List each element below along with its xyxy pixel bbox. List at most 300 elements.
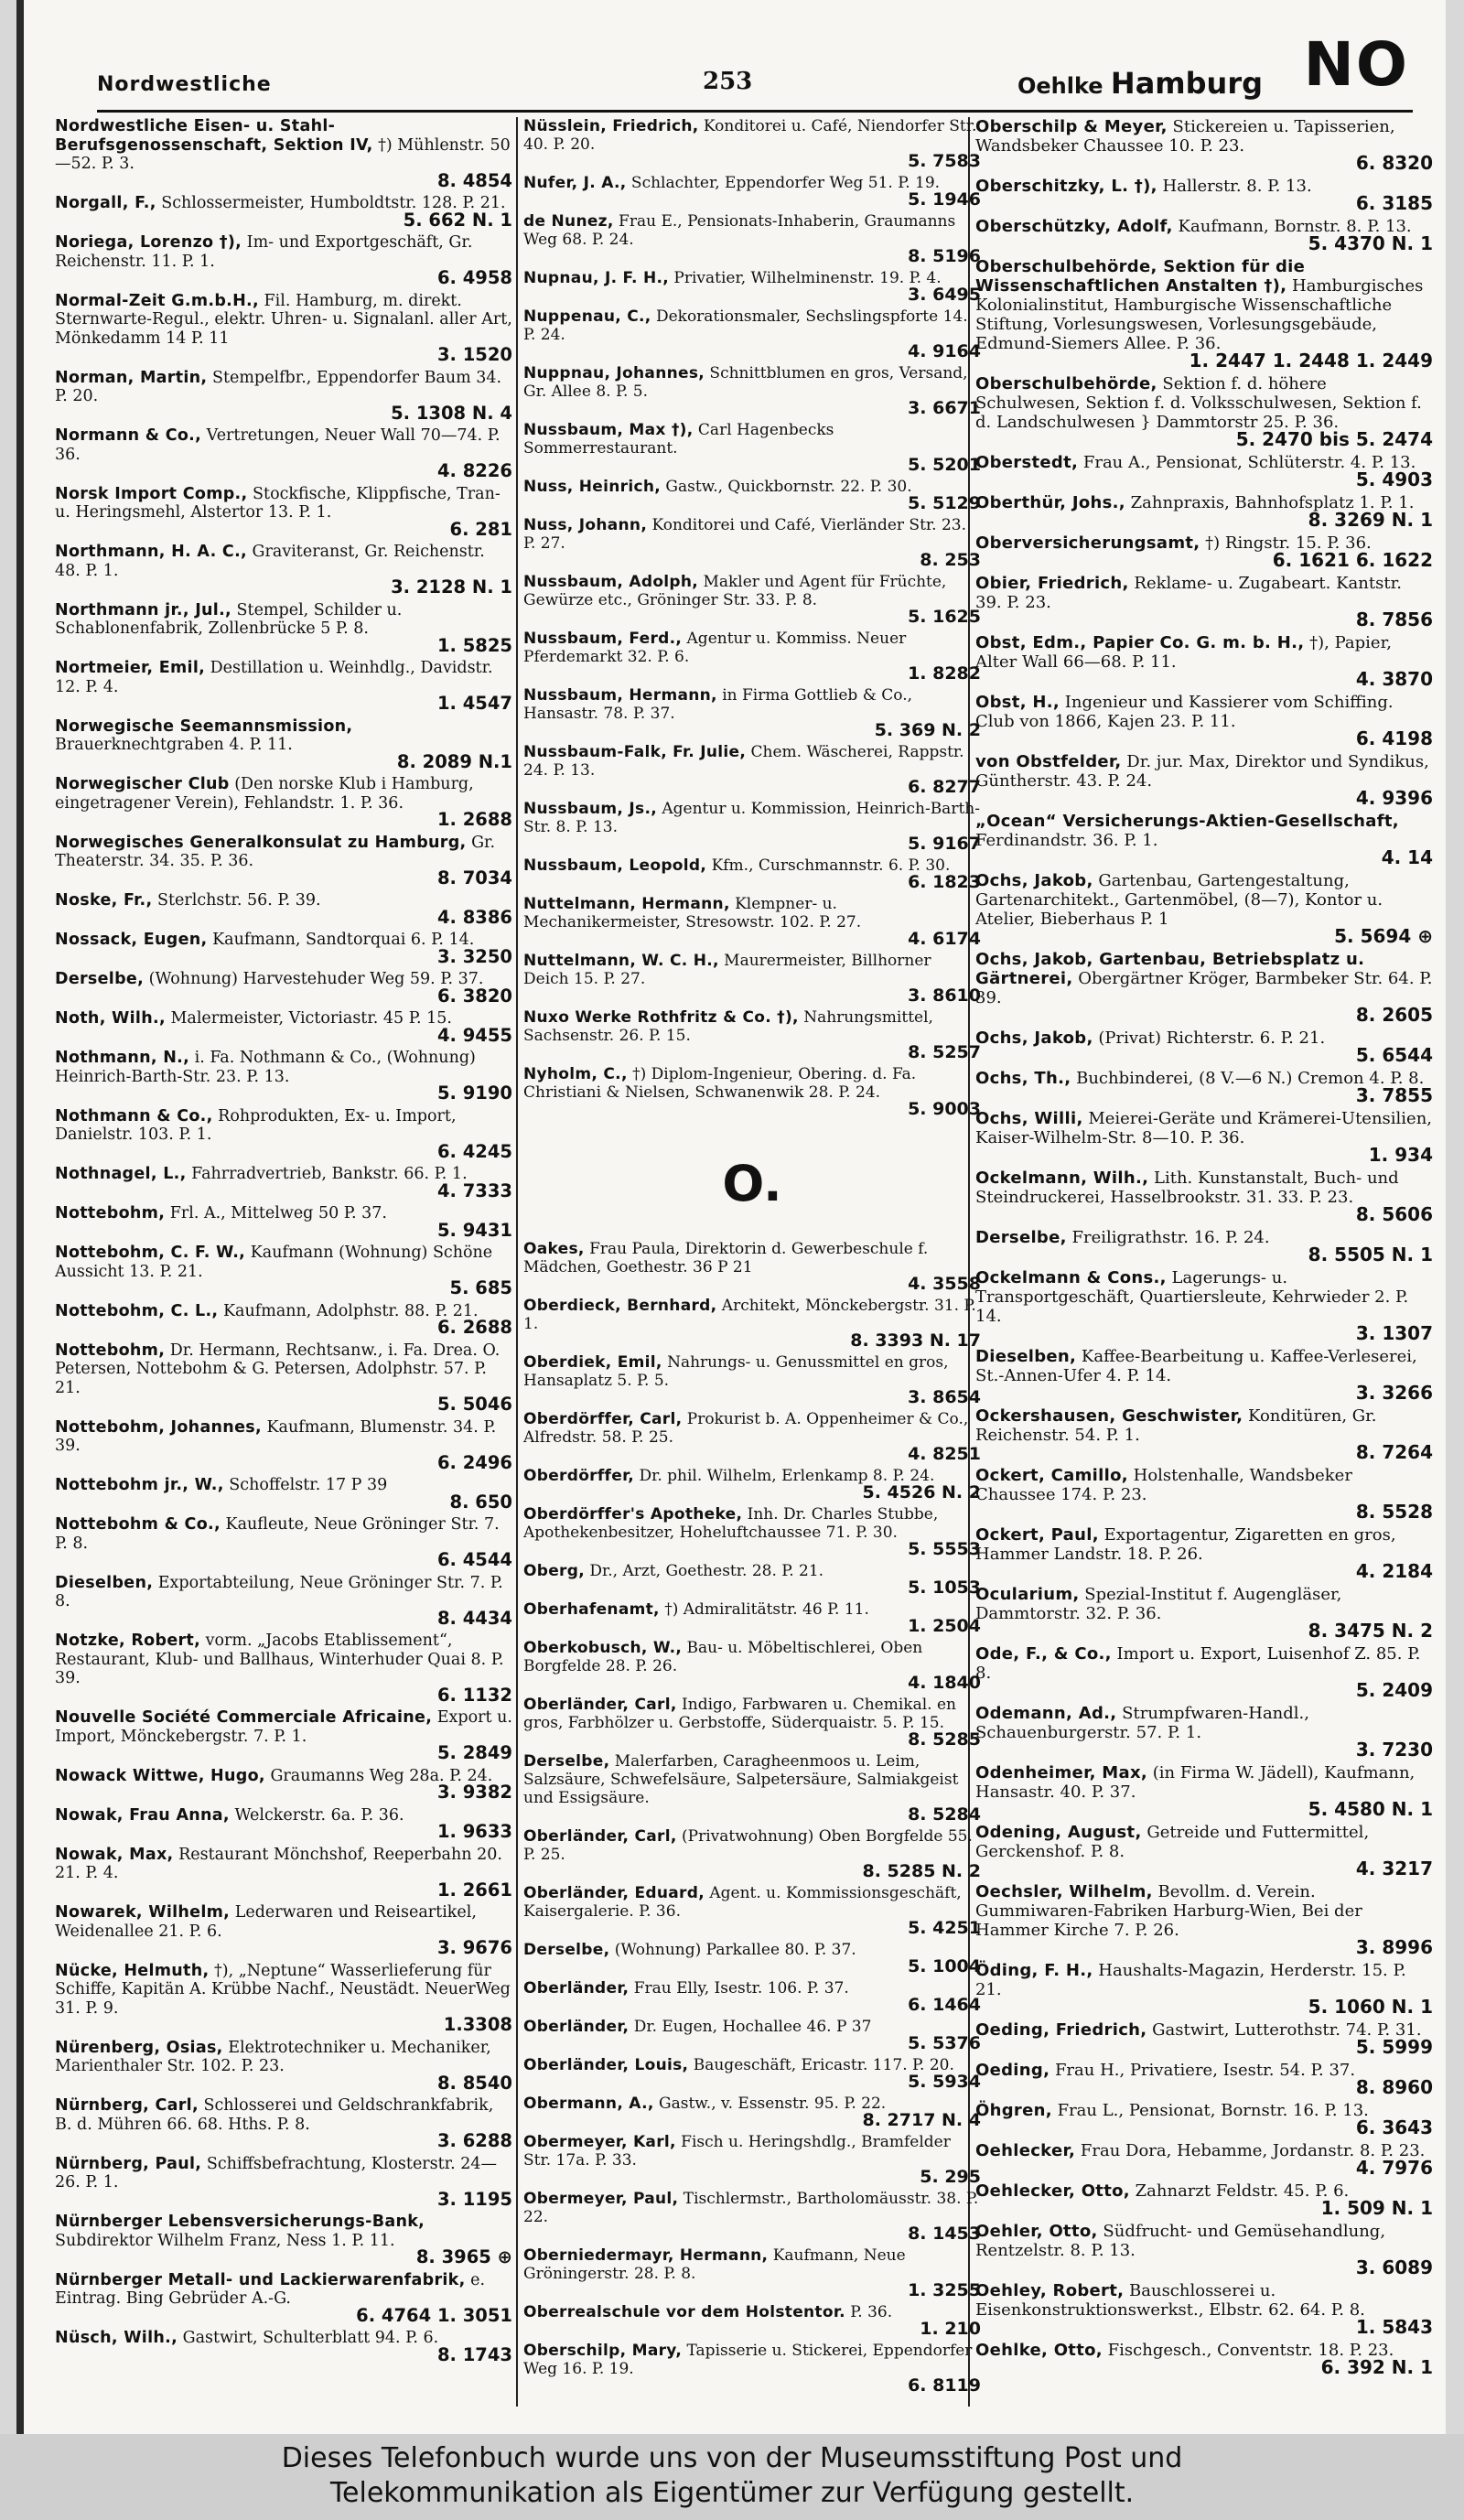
- entry-details: Privatier, Wilhelminenstr. 19. P. 4.: [673, 269, 942, 287]
- directory-entry: [975, 633, 1433, 689]
- entry-phone: 5. 4580 N. 1: [1308, 1798, 1433, 1820]
- entry-details: Zahnpraxis, Bahnhofsplatz 1. P. 1.: [1130, 493, 1415, 512]
- entry-details: Getreide und Futtermittel, Gerckenshof. P. 8.: [975, 1823, 1370, 1861]
- directory-entry: [55, 1009, 512, 1045]
- entry-details: Kaufmann, Adolphstr. 88. P. 21.: [222, 1301, 479, 1320]
- entry-name: Nothmann & Co.,: [55, 1106, 213, 1125]
- entry-name: Ocularium,: [975, 1585, 1080, 1604]
- directory-entry: [523, 1353, 981, 1406]
- directory-entry: [975, 1823, 1433, 1879]
- entry-details: Fisch u. Heringshdlg., Bramfelder Str. 17a. P. 33.: [523, 2133, 951, 2170]
- entry-phone: 3. 1307: [1355, 1322, 1433, 1344]
- directory-entry: [523, 1639, 981, 1692]
- entry-name: Ockert, Paul,: [975, 1525, 1099, 1545]
- directory-entry: [523, 1008, 981, 1061]
- entry-name: Nowak, Max,: [55, 1845, 174, 1864]
- directory-entry: [975, 453, 1433, 490]
- entry-name: Nussbaum, Hermann,: [523, 686, 717, 705]
- directory-entry: [975, 1882, 1433, 1957]
- entry-name: Oberversicherungsamt,: [975, 533, 1200, 553]
- directory-entry: [523, 1410, 981, 1463]
- directory-entry: [523, 212, 981, 265]
- entry-details: Konditorei und Café, Vierländer Str. 23. P. 27.: [523, 516, 967, 553]
- entry-phone: 5. 1946: [908, 189, 981, 210]
- directory-entry: [55, 1962, 512, 2035]
- letter-code: NO: [1303, 29, 1409, 100]
- entry-details: e. Eintrag. Bing Gebrüder A.-G.: [55, 2270, 486, 2308]
- entry-name: Derselbe,: [975, 1228, 1067, 1247]
- directory-entry: [523, 1941, 981, 1976]
- entry-details: Vertretungen, Neuer Wall 70—74. P. 36.: [55, 426, 501, 464]
- entry-name: Nüsslein, Friedrich,: [523, 117, 699, 135]
- entry-name: Oberstedt,: [975, 453, 1079, 472]
- entry-phone: 5. 4251: [908, 1918, 981, 1938]
- entry-details: (Privatwohnung) Oben Borgfelde 55. P. 25.: [523, 1827, 973, 1864]
- directory-entry: [975, 574, 1433, 630]
- entry-name: Nottebohm & Co.,: [55, 1515, 221, 1534]
- entry-details: Kaufmann, Sandtorquai 6. P. 14.: [212, 931, 475, 949]
- directory-entry: [55, 1107, 512, 1162]
- directory-entry: [55, 775, 512, 830]
- directory-entry: [55, 1846, 512, 1901]
- entry-details: Exportagentur, Zigaretten en gros, Hammer Landstr. 18. P. 26.: [975, 1525, 1396, 1564]
- entry-details: Gastw., Quickbornstr. 22. P. 30.: [665, 478, 912, 496]
- entry-phone: 4. 8251: [908, 1444, 981, 1464]
- directory-entry: [55, 1574, 512, 1629]
- entry-name: Obier, Friedrich,: [975, 574, 1129, 593]
- entry-name: Norsk Import Comp.,: [55, 484, 248, 503]
- entry-details: Dekorationsmaler, Sechslingspforte 14. P. 24.: [523, 307, 968, 344]
- directory-entry: [975, 1228, 1433, 1265]
- entry-phone: 8. 8540: [436, 2072, 512, 2094]
- entry-phone: 4. 8226: [436, 460, 512, 481]
- entry-phone: 3. 9382: [436, 1782, 512, 1803]
- entry-details: Dr., Arzt, Goethestr. 28. P. 21.: [589, 1562, 824, 1580]
- directory-entry: [523, 1467, 981, 1502]
- entry-phone: 5. 5201: [908, 455, 981, 475]
- directory-entry: [523, 2190, 981, 2243]
- entry-name: Nuppnau, Johannes,: [523, 364, 705, 382]
- entry-phone: 5. 9190: [436, 1082, 512, 1104]
- directory-entry: [523, 1600, 981, 1635]
- entry-phone: 6. 4198: [1355, 727, 1433, 749]
- entry-details: †), Papier, Alter Wall 66—68. P. 11.: [975, 633, 1392, 672]
- directory-entry: [975, 1644, 1433, 1700]
- entry-name: Ode, F., & Co.,: [975, 1644, 1112, 1664]
- entry-phone: 6. 3820: [436, 985, 512, 1007]
- column-divider: [516, 117, 518, 2407]
- entry-phone: 8. 5285 N. 2: [862, 1861, 981, 1881]
- entry-name: Nussbaum, Ferd.,: [523, 630, 683, 648]
- entry-name: Obermann, A.,: [523, 2095, 654, 2113]
- entry-details: Frau Elly, Isestr. 106. P. 37.: [633, 1979, 849, 1998]
- entry-phone: 6. 1823: [908, 872, 981, 892]
- entry-details: Frau Dora, Hebamme, Jordanstr. 8. P. 23.: [1080, 2141, 1426, 2160]
- entry-name: Nordwestliche Eisen- u. Stahl-Berufsgenossenschaft, Sektion IV,: [55, 117, 373, 155]
- directory-entry: [523, 307, 981, 361]
- entry-details: Lagerungs- u. Transportgeschäft, Quartiersleute, Kehrwieder 2. P. 14.: [975, 1268, 1409, 1326]
- entry-name: Oeding,: [975, 2061, 1050, 2080]
- entry-phone: 6. 4544: [436, 1549, 512, 1570]
- directory-entry: [975, 1406, 1433, 1462]
- entry-details: Export u. Import, Mönckebergstr. 7. P. 1.: [55, 1708, 512, 1746]
- entry-phone: 3. 1520: [436, 344, 512, 365]
- directory-entry: [523, 2133, 981, 2186]
- entry-name: Oberschitzky, L. †),: [975, 177, 1157, 196]
- directory-entry: [523, 1240, 981, 1293]
- entry-details: Rohprodukten, Ex- u. Import, Danielstr. 103. P. 1.: [55, 1106, 457, 1144]
- entry-name: Nussbaum-Falk, Fr. Julie,: [523, 743, 747, 761]
- directory-entry: [523, 117, 981, 170]
- directory-entry: [523, 573, 981, 626]
- entry-details: Agentur u. Kommiss. Neuer Pferdemarkt 32. P. 6.: [523, 630, 907, 666]
- entry-details: †), „Neptune“ Wasserlieferung für Schiffe, Kapitän A. Krübbe Nachf., Neustädt. NeuerWeg 31. P. 9.: [55, 1961, 511, 2018]
- entry-details: Frau L., Pensionat, Bornstr. 16. P. 13.: [1057, 2101, 1369, 2120]
- directory-entry: [523, 2095, 981, 2129]
- entry-details: Malerfarben, Caragheenmoos u. Leim, Salzsäure, Schwefelsäure, Salpetersäure, Salmiakgeist und Essigsäure.: [523, 1752, 959, 1807]
- directory-entry: [523, 1065, 981, 1118]
- directory-entry: [523, 2056, 981, 2091]
- directory-entry: [55, 1708, 512, 1763]
- entry-phone: 1.3308: [443, 2014, 512, 2035]
- entry-name: Oberthür, Johs.,: [975, 493, 1125, 512]
- entry-name: Oberländer,: [523, 1979, 630, 1998]
- entry-details: Dr. jur. Max, Direktor und Syndikus, Güntherstr. 43. P. 24.: [975, 752, 1429, 791]
- entry-name: „Ocean“ Versicherungs-Aktien-Gesellschaft,: [975, 812, 1399, 831]
- entry-name: Nottebohm,: [55, 1204, 166, 1222]
- entry-phone: 6. 8320: [1355, 152, 1433, 174]
- entry-details: Dr. phil. Wilhelm, Erlenkamp 8. P. 24.: [639, 1467, 935, 1485]
- entry-name: Oberschilp, Mary,: [523, 2342, 683, 2360]
- entry-details: Dr. Hermann, Rechtsanw., i. Fa. Drea. O. Petersen, Nottebohm & G. Petersen, Adolphstr. 57. P. 21.: [55, 1341, 501, 1397]
- entry-phone: 8. 2605: [1355, 1004, 1433, 1026]
- entry-name: Northmann, H. A. C.,: [55, 543, 247, 561]
- entry-details: Makler und Agent für Früchte, Gewürze etc., Gröninger Str. 33. P. 8.: [523, 573, 947, 609]
- entry-phone: 1. 4547: [436, 693, 512, 714]
- entry-details: Fahrradvertrieb, Bankstr. 66. P. 1.: [191, 1165, 468, 1183]
- entry-name: Nowack Wittwe, Hugo,: [55, 1766, 265, 1785]
- entry-phone: 8. 5196: [908, 246, 981, 266]
- entry-phone: 6. 4958: [436, 267, 512, 288]
- entry-phone: 5. 2470 bis 5. 2474: [1235, 428, 1433, 450]
- entry-phone: 3. 6089: [1355, 2256, 1433, 2278]
- entry-name: Nüsch, Wilh.,: [55, 2329, 178, 2347]
- entry-phone: 6. 1132: [436, 1684, 512, 1706]
- entry-name: Oberrealschule vor dem Holstentor.: [523, 2303, 845, 2321]
- entry-name: Odemann, Ad.,: [975, 1704, 1117, 1723]
- entry-name: Nortmeier, Emil,: [55, 659, 206, 677]
- entry-name: Oberländer, Carl,: [523, 1827, 677, 1846]
- directory-entry: [55, 1515, 512, 1570]
- entry-name: Öhgren,: [975, 2101, 1052, 2120]
- directory-entry: [55, 970, 512, 1006]
- entry-phone: 8. 8960: [1355, 2076, 1433, 2098]
- entry-phone: 8. 5285: [908, 1729, 981, 1750]
- directory-entry: [55, 2039, 512, 2094]
- entry-details: Baugeschäft, Ericastr. 117. P. 20.: [693, 2056, 954, 2074]
- entry-name: Obermeyer, Paul,: [523, 2190, 679, 2208]
- entry-phone: 3. 6671: [908, 398, 981, 418]
- directory-entry: [523, 2246, 981, 2299]
- entry-phone: 5. 9167: [908, 834, 981, 854]
- entry-phone: 5. 5553: [908, 1539, 981, 1559]
- footer-note: [0, 2434, 1464, 2520]
- entry-phone: 1. 2504: [908, 1616, 981, 1636]
- entry-phone: 6. 1621 6. 1622: [1272, 549, 1433, 571]
- entry-phone: 3. 3250: [436, 945, 512, 967]
- directory-entry: [55, 543, 512, 598]
- entry-details: Prokurist b. A. Oppenheimer & Co., Alfredstr. 58. P. 25.: [523, 1410, 969, 1447]
- entry-details: Lederwaren und Reiseartikel, Weidenallee 21. P. 6.: [55, 1903, 477, 1941]
- entry-name: Ochs, Th.,: [975, 1069, 1071, 1088]
- directory-entry: [55, 233, 512, 288]
- entry-details: †) Admiralitätstr. 46 P. 11.: [664, 1600, 869, 1619]
- directory-entry: [523, 630, 981, 683]
- entry-name: Öding, F. H.,: [975, 1961, 1093, 1980]
- entry-name: Odenheimer, Max,: [975, 1763, 1148, 1782]
- entry-details: Stempel, Schilder u. Schablonenfabrik, Zollenbrücke 5 P. 8.: [55, 600, 403, 638]
- entry-phone: 8. 1453: [908, 2224, 981, 2244]
- entry-name: Derselbe,: [523, 1941, 610, 1959]
- entry-name: Nussbaum, Js.,: [523, 800, 657, 818]
- entry-details: Destillation u. Weinhdlg., Davidstr. 12. P. 4.: [55, 659, 493, 696]
- entry-details: Kaufmann (Wohnung) Schöne Aussicht 13. P. 21.: [55, 1244, 493, 1281]
- entry-details: Schlosserei und Geldschrankfabrik, B. d. Mühren 66. 68. Hths. P. 8.: [55, 2096, 494, 2134]
- directory-entry: [975, 1466, 1433, 1522]
- entry-phone: 8. 650: [449, 1491, 512, 1513]
- directory-entry: [55, 891, 512, 927]
- entry-name: Obermeyer, Karl,: [523, 2133, 676, 2151]
- entry-details: Schnittblumen en gros, Versand, Gr. Allee 8. P. 5.: [523, 364, 968, 401]
- directory-entry: [55, 659, 512, 714]
- entry-phone: 1. 509 N. 1: [1320, 2197, 1433, 2219]
- directory-entry: [975, 693, 1433, 748]
- entry-details: Schiffsbefrachtung, Klosterstr. 24—26. P. 1.: [55, 2154, 498, 2192]
- directory-entry: [975, 1168, 1433, 1224]
- entry-details: (Wohnung) Parkallee 80. P. 37.: [614, 1941, 856, 1959]
- entry-name: Oberdörffer's Apotheke,: [523, 1505, 743, 1524]
- entry-name: Oberdieck, Bernhard,: [523, 1297, 717, 1315]
- entry-details: (in Firma W. Jädell), Kaufmann, Hansastr. 40. P. 37.: [975, 1763, 1416, 1802]
- directory-entry: [523, 421, 981, 474]
- entry-details: Welckerstr. 6a. P. 36.: [234, 1805, 404, 1825]
- directory-entry: [975, 2141, 1433, 2178]
- entry-details: Elektrotechniker u. Mechaniker, Marienthaler Str. 102. P. 23.: [55, 2038, 491, 2075]
- directory-entry: [975, 1525, 1433, 1581]
- entry-phone: 3. 8996: [1355, 1936, 1433, 1958]
- section-letter: O.: [722, 1155, 782, 1212]
- entry-details: Import u. Export, Luisenhof Z. 85. P. 8.: [975, 1644, 1421, 1683]
- entry-name: Oberkobusch, W.,: [523, 1639, 683, 1657]
- directory-entry: [55, 1418, 512, 1473]
- entry-details: Frau H., Privatiere, Isestr. 54. P. 37.: [1054, 2061, 1356, 2080]
- entry-phone: 5. 369 N. 2: [874, 720, 981, 740]
- entry-name: Oberdiek, Emil,: [523, 1353, 662, 1372]
- directory-entry: [55, 117, 512, 190]
- entry-details: in Firma Gottlieb & Co., Hansastr. 78. P. 37.: [523, 686, 912, 723]
- entry-name: Derselbe,: [523, 1752, 610, 1771]
- footer-line-2: Telekommunikation als Eigentümer zur Verfügung gestellt.: [329, 2477, 1135, 2509]
- directory-entry: [55, 2329, 512, 2364]
- entry-phone: 5. 685: [449, 1277, 512, 1298]
- entry-details: Kaffee-Bearbeitung u. Kaffee-Verleserei, St.-Annen-Ufer 4. P. 14.: [975, 1347, 1417, 1385]
- entry-phone: 1. 2688: [436, 809, 512, 830]
- entry-phone: 8. 5606: [1355, 1203, 1433, 1225]
- entry-details: Fischgesch., Conventstr. 18. P. 23.: [1107, 2341, 1394, 2360]
- entry-phone: 1. 210: [920, 2319, 981, 2339]
- entry-details: Reklame- u. Zugabeart. Kantstr. 39. P. 23.: [975, 574, 1402, 612]
- directory-entry: [975, 493, 1433, 530]
- entry-details: Konditorei u. Café, Niendorfer Str. 40. P. 20.: [523, 117, 977, 154]
- entry-name: Nürnberger Lebensversicherungs-Bank,: [55, 2213, 425, 2231]
- directory-entry: [975, 374, 1433, 449]
- entry-details: Stempelfbr., Eppendorfer Baum 34. P. 20.: [55, 368, 502, 405]
- entry-details: Holstenhalle, Wandsbeker Chaussee 174. P. 23.: [975, 1466, 1352, 1504]
- entry-phone: 6. 4245: [436, 1140, 512, 1162]
- entry-name: Norgall, F.,: [55, 194, 156, 212]
- entry-name: Norwegischer Club: [55, 775, 230, 793]
- entry-details: Fil. Hamburg, m. direkt. Sternwarte-Regul., elektr. Uhren- u. Signalanl. aller Art, Mönkedamm 14 P. 11: [55, 291, 512, 348]
- entry-details: Tischlermstr., Bartholomäusstr. 38. P. 22.: [523, 2190, 979, 2226]
- entry-phone: 6. 2688: [436, 1317, 512, 1338]
- entry-phone: 8. 2089 N.1: [396, 750, 512, 772]
- directory-entry: [975, 117, 1433, 173]
- entry-phone: 5. 6544: [1355, 1044, 1433, 1066]
- entry-phone: 6. 3643: [1355, 2116, 1433, 2138]
- entry-phone: 5. 9003: [908, 1099, 981, 1119]
- entry-details: Gastw., v. Essenstr. 95. P. 22.: [659, 2095, 887, 2113]
- entry-details: Graumanns Weg 28a. P. 24.: [270, 1766, 493, 1785]
- entry-details: Zahnarzt Feldstr. 45. P. 6.: [1135, 2181, 1350, 2201]
- entry-phone: 1. 5843: [1355, 2316, 1433, 2338]
- entry-details: Agent. u. Kommissionsgeschäft, Kaisergalerie. P. 36.: [523, 1884, 962, 1921]
- entry-phone: 8. 5505 N. 1: [1308, 1244, 1433, 1265]
- entry-details: Subdirektor Wilhelm Franz, Ness 1. P. 11.: [55, 2231, 395, 2250]
- entry-phone: 8. 253: [920, 550, 981, 570]
- entry-details: Gastwirt, Lutterothstr. 74. P. 31.: [1152, 2020, 1422, 2040]
- directory-entry: [523, 2018, 981, 2052]
- entry-name: Northmann jr., Jul.,: [55, 600, 231, 619]
- entry-phone: 3. 8654: [908, 1387, 981, 1407]
- directory-entry: [55, 194, 512, 230]
- entry-phone: 8. 7856: [1355, 608, 1433, 630]
- directory-entry: [523, 2342, 981, 2395]
- entry-details: †) Ringstr. 15. P. 36.: [1205, 533, 1372, 553]
- entry-phone: 4. 3870: [1355, 668, 1433, 690]
- directory-entry: [55, 1165, 512, 1201]
- directory-entry: [975, 2281, 1433, 2337]
- entry-details: (Wohnung) Harvestehuder Weg 59. P. 37.: [148, 970, 484, 988]
- entry-name: Nürenberg, Osias,: [55, 2038, 223, 2057]
- entry-name: Oberniedermayr, Hermann,: [523, 2246, 769, 2265]
- entry-name: de Nunez,: [523, 212, 614, 231]
- entry-details: (Den norske Klub i Hamburg, eingetragener Verein), Fehlandstr. 1. P. 36.: [55, 775, 474, 813]
- directory-entry: [55, 1204, 512, 1240]
- entry-phone: 5. 5376: [908, 2033, 981, 2053]
- entry-phone: 5. 9431: [436, 1219, 512, 1241]
- entry-name: Oberländer,: [523, 2018, 630, 2036]
- directory-entry: [975, 533, 1433, 570]
- directory-entry: [55, 1632, 512, 1705]
- directory-entry: [55, 1341, 512, 1415]
- directory-entry: [55, 1244, 512, 1298]
- entry-phone: 5. 5934: [908, 2072, 981, 2092]
- entry-phone: 5. 295: [920, 2167, 981, 2187]
- directory-entry: [523, 1297, 981, 1350]
- entry-name: Nottebohm jr., W.,: [55, 1476, 224, 1494]
- entry-name: Ochs, Jakob,: [975, 871, 1093, 890]
- directory-entry: [55, 717, 512, 772]
- directory-entry: [975, 1763, 1433, 1819]
- entry-details: Klempner- u. Mechanikermeister, Stresowstr. 102. P. 27.: [523, 895, 862, 932]
- directory-entry: [975, 812, 1433, 867]
- entry-name: Oechsler, Wilhelm,: [975, 1882, 1153, 1901]
- entry-phone: 5. 2849: [436, 1742, 512, 1763]
- entry-name: Oberschulbehörde,: [975, 374, 1157, 393]
- entry-name: Ockelmann, Wilh.,: [975, 1168, 1149, 1188]
- entry-details: Dr. Eugen, Hochallee 46. P 37: [633, 2018, 872, 2036]
- entry-details: Carl Hagenbecks Sommerrestaurant.: [523, 421, 834, 458]
- directory-entry: [523, 952, 981, 1005]
- entry-details: Kaufleute, Neue Gröninger Str. 7. P. 8.: [55, 1515, 500, 1553]
- entry-name: Nufer, J. A.,: [523, 174, 627, 192]
- entry-details: Kaufmann, Bornstr. 8. P. 13.: [1178, 217, 1412, 236]
- directory-entry: [975, 2101, 1433, 2138]
- entry-name: Nupnau, J. F. H.,: [523, 269, 669, 287]
- entry-details: Graviteranst, Gr. Reichenstr. 48. P. 1.: [55, 543, 485, 580]
- entry-phone: 5. 2409: [1355, 1679, 1433, 1701]
- entry-name: Nowak, Frau Anna,: [55, 1805, 230, 1825]
- entry-details: Kfm., Curschmannstr. 6. P. 30.: [711, 856, 951, 875]
- directory-entry: [55, 1476, 512, 1512]
- entry-details: Frau A., Pensionat, Schlüterstr. 4. P. 13.: [1082, 453, 1416, 472]
- entry-details: Im- und Exportgeschäft, Gr. Reichenstr. 11. P. 1.: [55, 233, 473, 271]
- directory-entry: [55, 2096, 512, 2151]
- entry-name: von Obstfelder,: [975, 752, 1122, 771]
- directory-entry: [523, 686, 981, 739]
- directory-entry: [975, 2020, 1433, 2057]
- entry-details: Nahrungs- u. Genussmittel en gros, Hansaplatz 5. P. 5.: [523, 1353, 949, 1390]
- entry-name: Ochs, Jakob, Gartenbau, Betriebsplatz u. Gärtnerei,: [975, 950, 1365, 988]
- entry-details: Indigo, Farbwaren u. Chemikal. en gros, Farbhölzer u. Gerbstoffe, Süderquaistr. 5. P. 15.: [523, 1696, 956, 1732]
- entry-details: Lith. Kunstanstalt, Buch- und Steindruckerei, Hasselbrookstr. 31. 33. P. 23.: [975, 1168, 1399, 1207]
- directory-entry: [55, 2271, 512, 2326]
- entry-name: Nothnagel, L.,: [55, 1165, 187, 1183]
- entry-name: Oberdörffer, Carl,: [523, 1410, 683, 1428]
- entry-name: Oehley, Robert,: [975, 2281, 1125, 2300]
- directory-entry: [975, 217, 1433, 253]
- entry-phone: 6. 8277: [908, 777, 981, 797]
- directory-entry: [523, 1827, 981, 1880]
- directory-entry: [523, 1696, 981, 1749]
- entry-details: Hamburgisches Kolonialinstitut, Hamburgische Wissenschaftliche Stiftung, Vorlesungswesen, Vorlesungsgebäude, Edmund-Siemers Allee. P. 36.: [975, 276, 1424, 353]
- entry-phone: 8. 4434: [436, 1607, 512, 1629]
- entry-name: Nuttelmann, W. C. H.,: [523, 952, 719, 970]
- directory-entry: [975, 1109, 1433, 1165]
- entry-phone: 4. 9455: [436, 1024, 512, 1046]
- column-1: [55, 117, 512, 2407]
- directory-entry: [55, 1767, 512, 1803]
- directory-entry: [975, 257, 1433, 371]
- entry-details: Gastwirt, Schulterblatt 94. P. 6.: [182, 2329, 439, 2347]
- entry-phone: 3. 3266: [1355, 1382, 1433, 1404]
- directory-entry: [975, 950, 1433, 1025]
- entry-phone: 5. 1625: [908, 607, 981, 627]
- directory-entry: [523, 2303, 981, 2338]
- entry-name: Normal-Zeit G.m.b.H.,: [55, 291, 259, 310]
- entry-phone: 3. 7855: [1355, 1084, 1433, 1106]
- directory-entry: [523, 516, 981, 569]
